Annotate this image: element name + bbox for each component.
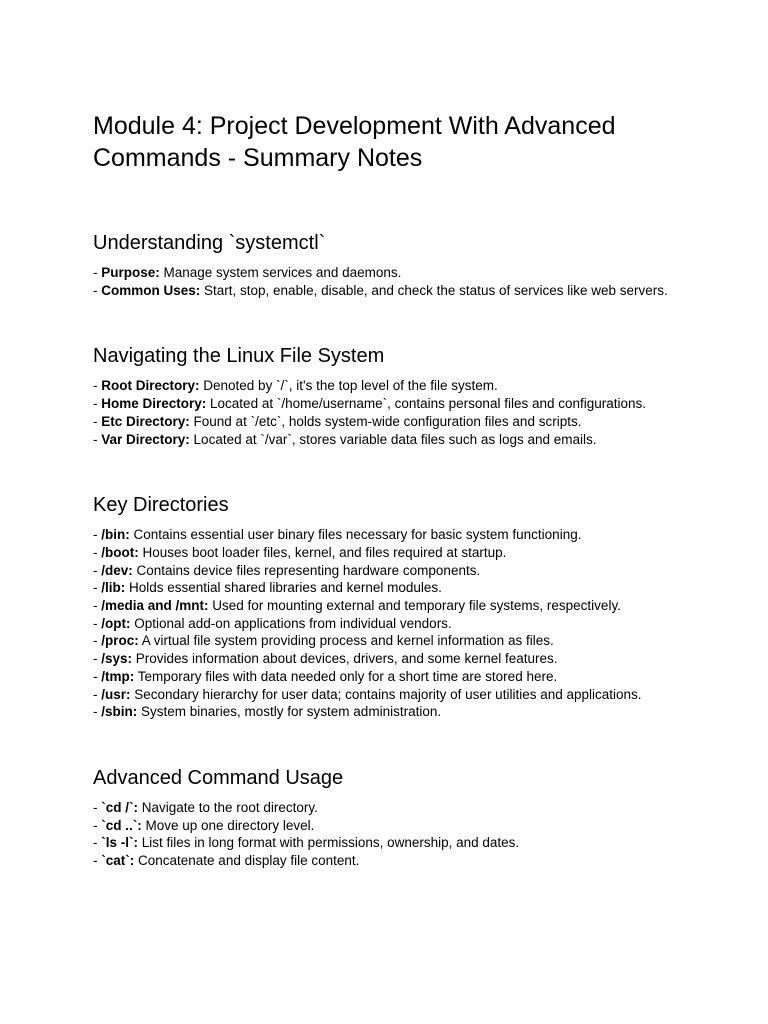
list-item: - Var Directory: Located at `/var`, stores variable data files such as logs and emails. [93,431,597,447]
item-term: Common Uses: [101,282,201,298]
item-text: Houses boot loader files, kernel, and files required at startup. [138,544,507,560]
item-term: `cat`: [101,853,135,869]
item-term: Etc Directory: [101,413,190,429]
item-term: /proc: [101,633,139,649]
item-term: `cd ..`: [101,817,142,833]
item-text: Denoted by `/`, it's the top level of the file system. [199,378,498,394]
item-term: `ls -l`: [101,835,138,851]
item-term: /opt: [101,615,131,631]
list-item: - Root Directory: Denoted by `/`, it's the top level of the file system. [93,378,498,394]
item-text: Holds essential shared libraries and kernel modules. [125,580,442,596]
item-text: A virtual file system providing process and kernel information as files. [138,633,554,649]
item-text: Start, stop, enable, disable, and check the status of services like web servers. [200,282,668,298]
list-item: - /bin: Contains essential user binary files necessary for basic system functioning. [93,527,582,543]
item-term: /bin: [101,527,130,543]
section-key-directories [93,492,688,721]
list-item: - Etc Directory: Found at `/etc`, holds system-wide configuration files and scripts. [93,413,582,429]
item-term: Var Directory: [101,431,190,447]
list-item: - /dev: Contains device files representing hardware components. [93,562,481,578]
item-text: Located at `/var`, stores variable data files such as logs and emails. [189,431,597,447]
item-text: Found at `/etc`, holds system-wide configuration files and scripts. [189,413,582,429]
bullet-list [93,799,688,870]
item-term: /lib: [101,580,126,596]
item-term: Home Directory: [101,396,207,412]
item-text: Manage system services and daemons. [159,265,402,280]
list-item: - /lib: Holds essential shared libraries and kernel modules. [93,580,442,596]
list-item: - /sbin: System binaries, mostly for system administration. [93,704,442,720]
bullet-list [93,377,688,448]
item-text: Optional add-on applications from individual vendors. [130,615,452,631]
item-text: Move up one directory level. [141,817,315,833]
section-heading: Understanding `systemctl` [93,232,326,254]
list-item: - `cat`: Concatenate and display file content. [93,853,360,869]
bullet-list [93,526,688,721]
item-term: /boot: [101,544,139,560]
section-heading: Advanced Command Usage [93,766,344,789]
list-item: - /boot: Houses boot loader files, kernel, and files required at startup. [93,544,507,560]
item-text: Contains essential user binary files necessary for basic system functioning. [129,527,582,543]
item-term: /usr: [101,686,131,702]
item-term: /dev: [101,562,133,578]
item-term: /media and /mnt: [101,598,209,614]
list-item: - /sys: Provides information about devices, drivers, and some kernel features. [93,651,558,667]
item-text: List files in long format with permissions, ownership, and dates. [138,835,520,851]
item-text: Provides information about devices, drivers, and some kernel features. [132,651,558,667]
bullet-list [93,264,688,299]
item-text: Navigate to the root directory. [138,799,318,815]
section-heading: Key Directories [93,494,229,517]
list-item: - Purpose: Manage system services and daemons. [93,265,402,280]
item-text: System binaries, mostly for system administration. [137,704,442,720]
item-text: Contains device files representing hardware components. [132,562,481,578]
item-text: Used for mounting external and temporary file systems, respectively. [208,598,621,614]
list-item: - /tmp: Temporary files with data needed only for a short time are stored here. [93,668,558,684]
item-term: /sbin: [101,704,138,720]
section-advanced-command-usage [93,765,688,870]
document-title: Module 4: Project Development With Advanced Commands - Summary Notes [93,112,616,172]
list-item: - Common Uses: Start, stop, enable, disable, and check the status of services like web servers. [93,282,668,298]
item-term: Purpose: [101,265,160,280]
list-item: - `cd /`: Navigate to the root directory. [93,799,318,815]
list-item: - /opt: Optional add-on applications from individual vendors. [93,615,452,631]
item-term: /tmp: [101,668,135,684]
list-item: - `ls -l`: List files in long format with permissions, ownership, and dates. [93,835,520,851]
item-text: Secondary hierarchy for user data; contains majority of user utilities and applications. [130,686,642,702]
section-understanding-systemctl [93,230,688,299]
item-term: `cd /`: [101,799,138,815]
item-text: Concatenate and display file content. [134,853,360,869]
item-text: Located at `/home/username`, contains personal files and configurations. [206,396,647,412]
list-item: - /media and /mnt: Used for mounting external and temporary file systems, respectively. [93,598,621,614]
item-term: /sys: [101,651,133,667]
section-heading: Navigating the Linux File System [93,345,385,368]
item-term: Root Directory: [101,378,200,394]
list-item: - /proc: A virtual file system providing process and kernel information as files. [93,633,554,649]
list-item: - /usr: Secondary hierarchy for user data; contains majority of user utilities and applications. [93,686,642,702]
list-item: - Home Directory: Located at `/home/username`, contains personal files and configurations. [93,396,647,412]
section-navigating-file-system [93,343,688,448]
list-item: - `cd ..`: Move up one directory level. [93,817,315,833]
item-text: Temporary files with data needed only for a short time are stored here. [134,668,558,684]
